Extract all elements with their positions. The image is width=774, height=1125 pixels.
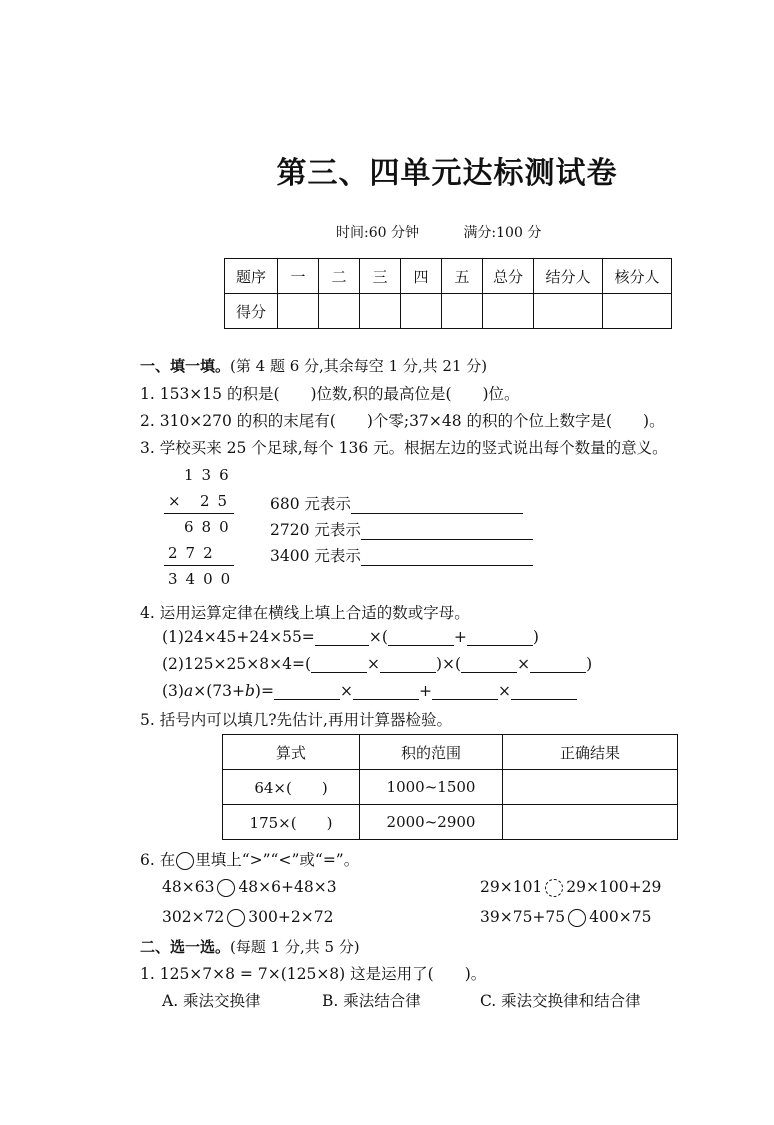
score-header-cell: 总分 xyxy=(483,259,534,294)
answer-blank[interactable] xyxy=(380,656,436,673)
answer-blank[interactable] xyxy=(274,683,340,700)
circle-icon xyxy=(176,852,194,870)
vertical-mult-sign: × xyxy=(168,492,189,510)
answer-blank[interactable] xyxy=(351,497,523,514)
answer-blank[interactable] xyxy=(432,683,498,700)
score-cell xyxy=(401,294,442,329)
score-table-header-row xyxy=(225,259,672,294)
meaning-label: 3400 元表示 xyxy=(270,547,361,565)
score-cell xyxy=(442,294,483,329)
option-c[interactable]: C. 乘法交换律和结合律 xyxy=(480,992,641,1010)
score-header-cell: 四 xyxy=(401,259,442,294)
vertical-row-1: 136 xyxy=(184,466,237,484)
question-1-4: 4. 运用运算定律在横线上填上合适的数或字母。 xyxy=(140,604,470,622)
answer-blank[interactable] xyxy=(361,549,533,566)
compare-right: 48×6+48×3 xyxy=(238,878,337,896)
compare-right: 400×75 xyxy=(589,908,652,926)
compare-right: 300+2×72 xyxy=(248,908,334,926)
q4-part-2 xyxy=(162,655,592,673)
exam-info xyxy=(336,222,541,242)
paren-times: )×( xyxy=(436,655,462,673)
time-limit: 时间:60 分钟 xyxy=(336,225,419,241)
answer-blank[interactable] xyxy=(315,629,369,646)
answer-blank[interactable] xyxy=(511,683,577,700)
question-2-1: 1. 125×7×8 = 7×(125×8) 这是运用了( )。 xyxy=(140,965,487,983)
score-cell xyxy=(483,294,534,329)
estimate-table xyxy=(222,734,678,840)
times-sign: × xyxy=(367,655,380,673)
q4-part-1-expression: (1)24×45+24×55= xyxy=(162,628,315,646)
section1-note: (第 4 题 6 分,其余每空 1 分,共 21 分) xyxy=(230,357,488,375)
times-sign: × xyxy=(339,682,353,700)
score-cell xyxy=(319,294,360,329)
paren: ) xyxy=(586,655,593,673)
option-b[interactable]: B. 乘法结合律 xyxy=(322,992,421,1010)
compare-right: 29×100+29 xyxy=(566,878,662,896)
option-a[interactable]: A. 乘法交换律 xyxy=(162,992,261,1010)
question-1-2: 2. 310×270 的积的末尾有( )个零;37×48 的积的个位上数字是( )。 xyxy=(140,412,665,430)
compare-left: 302×72 xyxy=(162,908,225,926)
section2-heading-line xyxy=(140,936,360,957)
q4-part-1 xyxy=(162,628,539,646)
vertical-row-5: 3400 xyxy=(168,570,239,588)
score-cell xyxy=(603,294,672,329)
meaning-line xyxy=(270,544,533,566)
meaning-line xyxy=(270,492,523,514)
vertical-row-4: 272 xyxy=(168,544,221,562)
question-1-1: 1. 153×15 的积是( )位数,积的最高位是( )位。 xyxy=(140,385,520,403)
score-row-label: 得分 xyxy=(225,294,278,329)
score-header-cell: 五 xyxy=(442,259,483,294)
estimate-table-header xyxy=(223,735,678,770)
page-title: 第三、四单元达标测试卷 xyxy=(276,156,618,191)
plus-sign: + xyxy=(418,682,432,700)
estimate-cell[interactable]: 64×( ) xyxy=(223,770,360,805)
q4-part-3 xyxy=(162,682,577,700)
estimate-cell[interactable] xyxy=(503,805,678,840)
score-header-cell: 结分人 xyxy=(534,259,603,294)
q4-part-3-label: (3) xyxy=(162,682,184,700)
answer-blank[interactable] xyxy=(530,656,586,673)
score-cell xyxy=(278,294,319,329)
score-header-cell: 二 xyxy=(319,259,360,294)
score-table-score-row xyxy=(225,294,672,329)
estimate-cell[interactable] xyxy=(503,770,678,805)
section2-note: (每题 1 分,共 5 分) xyxy=(230,938,360,956)
answer-blank[interactable] xyxy=(361,523,533,540)
score-header-cell: 三 xyxy=(360,259,401,294)
table-row xyxy=(223,805,678,840)
question-1-6-pre: 6. 在 xyxy=(140,851,176,869)
variable-a: a xyxy=(183,682,194,700)
score-cell xyxy=(534,294,603,329)
question-1-6-post: 里填上“>”“<”或“=”。 xyxy=(195,851,360,869)
vertical-row-3: 680 xyxy=(184,518,237,536)
score-header-cell: 题序 xyxy=(225,259,278,294)
compare-circle[interactable] xyxy=(227,909,245,927)
answer-blank[interactable] xyxy=(467,629,533,646)
compare-circle[interactable] xyxy=(217,879,235,897)
answer-blank[interactable] xyxy=(388,629,454,646)
meaning-line xyxy=(270,518,533,540)
compare-item xyxy=(162,908,333,927)
estimate-cell[interactable]: 175×( ) xyxy=(223,805,360,840)
score-cell xyxy=(360,294,401,329)
vertical-row-2: 25 xyxy=(200,492,236,510)
estimate-header-cell: 正确结果 xyxy=(503,735,678,770)
answer-blank[interactable] xyxy=(311,656,367,673)
vertical-rule xyxy=(164,565,234,566)
compare-left: 39×75+75 xyxy=(480,908,566,926)
plus-sign: + xyxy=(453,628,467,646)
question-1-6 xyxy=(140,848,359,870)
score-header-cell: 一 xyxy=(278,259,319,294)
answer-blank[interactable] xyxy=(353,683,419,700)
variable-b: b xyxy=(244,682,255,700)
compare-left: 48×63 xyxy=(162,878,215,896)
score-table xyxy=(224,258,672,329)
estimate-header-cell: 算式 xyxy=(223,735,360,770)
compare-left: 29×101 xyxy=(480,878,543,896)
estimate-header-cell: 积的范围 xyxy=(360,735,503,770)
question-1-5: 5. 括号内可以填几?先估计,再用计算器检验。 xyxy=(140,711,452,729)
score-header-cell: 核分人 xyxy=(603,259,672,294)
paren: ) xyxy=(532,628,539,646)
compare-item xyxy=(162,878,337,897)
compare-circle[interactable] xyxy=(568,909,586,927)
estimate-cell: 2000~2900 xyxy=(360,805,503,840)
vertical-rule xyxy=(164,513,234,514)
meaning-label: 680 元表示 xyxy=(270,495,352,513)
meaning-label: 2720 元表示 xyxy=(270,521,361,539)
times-sign: × xyxy=(368,628,382,646)
compare-item xyxy=(480,908,651,927)
answer-blank[interactable] xyxy=(461,656,517,673)
estimate-cell: 1000~1500 xyxy=(360,770,503,805)
section1-heading-line xyxy=(140,355,487,376)
times-sign: × xyxy=(497,682,511,700)
question-1-3: 3. 学校买来 25 个足球,每个 136 元。根据左边的竖式说出每个数量的意义。 xyxy=(140,439,668,457)
paren: ( xyxy=(381,628,388,646)
compare-item xyxy=(480,878,661,897)
q4-part-3-equals: )= xyxy=(254,682,274,700)
section1-heading: 一、填一填。 xyxy=(140,357,231,375)
times-sign: × xyxy=(517,655,531,673)
compare-circle[interactable] xyxy=(545,879,563,897)
paren: ( xyxy=(304,655,311,673)
q4-part-3-expression: ×(73+ xyxy=(193,682,245,700)
table-row xyxy=(223,770,678,805)
section2-heading: 二、选一选。 xyxy=(140,938,231,956)
full-score: 满分:100 分 xyxy=(463,225,542,241)
q4-part-2-expression: (2)125×25×8×4= xyxy=(162,655,305,673)
